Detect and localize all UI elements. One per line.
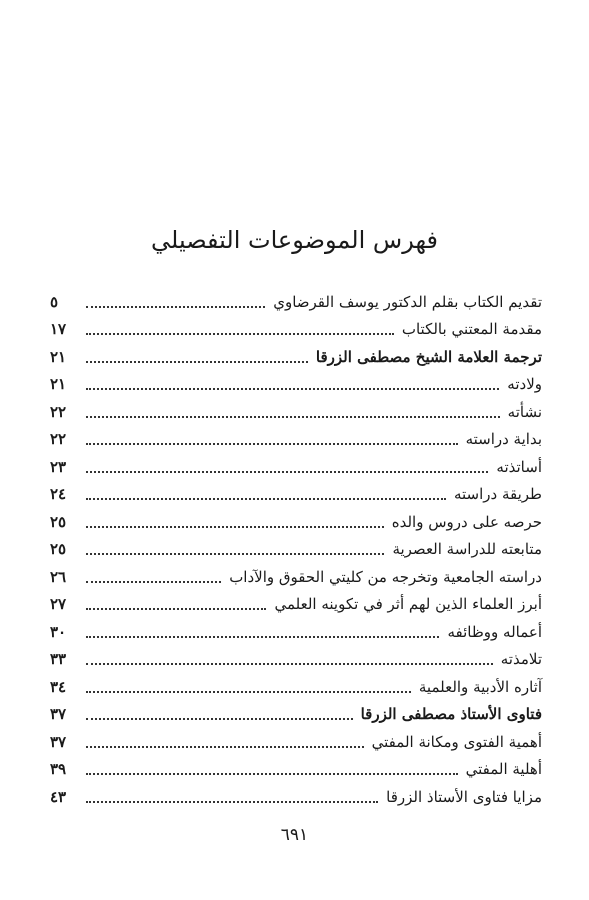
toc-entry xyxy=(50,756,542,784)
toc-entry xyxy=(50,288,542,316)
toc-entry xyxy=(50,701,542,729)
toc-entry-title: مزايا فتاوى الأستاذ الزرقا xyxy=(386,787,542,806)
toc-entry-title: حرصه على دروس والده xyxy=(391,512,542,531)
toc-entry-page-number: ٣٠ xyxy=(50,622,67,641)
dot-leader xyxy=(86,655,493,665)
toc-entry xyxy=(50,343,542,371)
toc-entry xyxy=(50,508,542,536)
toc-entry-title: تقديم الكتاب بقلم الدكتور يوسف القرضاوي xyxy=(273,292,542,311)
dot-leader xyxy=(86,545,384,555)
toc-entry xyxy=(50,673,542,701)
toc-entry-title: طريقة دراسته xyxy=(453,485,542,504)
toc-entry-page-number: ٢٢ xyxy=(50,430,67,449)
toc-entry-title: ترجمة العلامة الشيخ مصطفى الزرقا xyxy=(315,347,542,366)
dot-leader xyxy=(86,463,488,473)
dot-leader xyxy=(86,573,221,583)
dot-leader xyxy=(86,435,458,445)
dot-leader xyxy=(86,683,411,693)
table-of-contents xyxy=(50,288,542,811)
dot-leader xyxy=(86,490,446,500)
page-title: فهرس الموضوعات التفصيلي xyxy=(151,226,438,254)
toc-entry-page-number: ٢١ xyxy=(50,347,67,366)
toc-entry xyxy=(50,536,542,564)
toc-entry-page-number: ٢٥ xyxy=(50,512,67,531)
toc-entry xyxy=(50,783,542,811)
toc-entry-page-number: ٣٧ xyxy=(50,705,67,724)
toc-entry-title: فتاوى الأستاذ مصطفى الزرقا xyxy=(360,705,542,724)
toc-entry xyxy=(50,371,542,399)
toc-entry-title: نشأته xyxy=(507,402,542,421)
toc-entry-title: آثاره الأدبية والعلمية xyxy=(418,677,542,696)
toc-entry-title: تلامذته xyxy=(500,650,542,669)
toc-entry-page-number: ٢٣ xyxy=(50,457,67,476)
toc-entry-title: أبرز العلماء الذين لهم أثر في تكوينه العلمي xyxy=(274,595,542,614)
toc-entry-page-number: ٣٤ xyxy=(50,677,67,696)
toc-entry-page-number: ٤٣ xyxy=(50,787,67,806)
toc-entry xyxy=(50,646,542,674)
toc-entry-title: ولادته xyxy=(507,375,542,394)
dot-leader xyxy=(86,710,353,720)
toc-entry-page-number: ٢٥ xyxy=(50,540,67,559)
toc-entry-title: أساتذته xyxy=(496,457,542,476)
toc-entry-title: دراسته الجامعية وتخرجه من كليتي الحقوق والآداب xyxy=(229,567,542,586)
dot-leader xyxy=(86,765,458,775)
dot-leader xyxy=(86,793,378,803)
toc-entry-page-number: ٢٤ xyxy=(50,485,67,504)
toc-entry-page-number: ٣٩ xyxy=(50,760,67,779)
toc-entry xyxy=(50,453,542,481)
dot-leader xyxy=(86,380,499,390)
dot-leader xyxy=(86,298,265,308)
toc-entry-title: متابعته للدراسة العصرية xyxy=(392,540,542,559)
toc-entry xyxy=(50,728,542,756)
toc-entry-title: أعماله ووظائفه xyxy=(447,622,542,641)
toc-entry-page-number: ٣٧ xyxy=(50,732,67,751)
toc-entry-page-number: ٥ xyxy=(50,292,59,311)
dot-leader xyxy=(86,738,364,748)
toc-entry xyxy=(50,481,542,509)
toc-entry-page-number: ٢٢ xyxy=(50,402,67,421)
toc-entry-title: بداية دراسته xyxy=(465,430,542,449)
toc-entry xyxy=(50,316,542,344)
toc-entry-title: أهمية الفتوى ومكانة المفتي xyxy=(371,732,542,751)
toc-entry-page-number: ٢٧ xyxy=(50,595,67,614)
toc-entry-page-number: ٣٣ xyxy=(50,650,67,669)
dot-leader xyxy=(86,408,500,418)
dot-leader xyxy=(86,353,308,363)
toc-entry-page-number: ١٧ xyxy=(50,320,67,339)
dot-leader xyxy=(86,628,439,638)
dot-leader xyxy=(86,325,394,335)
toc-entry xyxy=(50,591,542,619)
toc-entry xyxy=(50,426,542,454)
toc-entry xyxy=(50,398,542,426)
toc-entry-title: مقدمة المعتني بالكتاب xyxy=(401,320,542,339)
toc-entry-title: أهلية المفتي xyxy=(465,760,542,779)
dot-leader xyxy=(86,600,266,610)
toc-entry-page-number: ٢١ xyxy=(50,375,67,394)
toc-entry xyxy=(50,618,542,646)
toc-entry-page-number: ٢٦ xyxy=(50,567,67,586)
toc-entry xyxy=(50,563,542,591)
dot-leader xyxy=(86,518,384,528)
page-number: ٦٩١ xyxy=(280,825,309,845)
